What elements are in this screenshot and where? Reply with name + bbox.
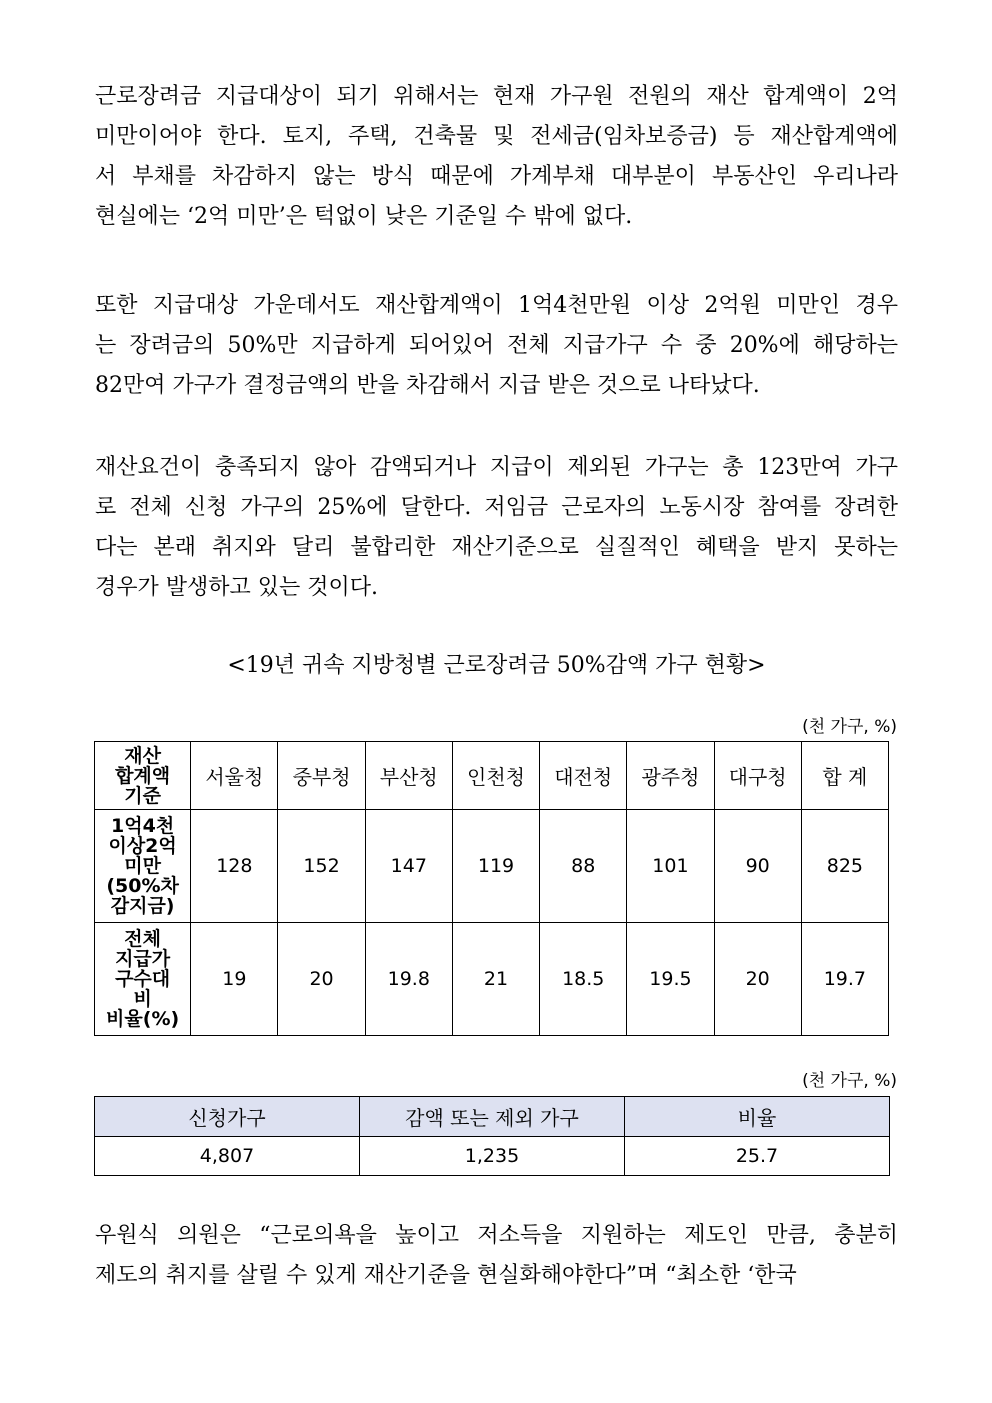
table-row: [95, 810, 889, 923]
table1-col-header: 인천청: [452, 742, 539, 810]
table2-unit: (천 가구, %): [802, 1071, 897, 1091]
table1-cell: 19.8: [365, 923, 452, 1036]
text-line: 우원식 의원은 “근로의욕을 높이고 저소득을 지원하는 제도인 만큼, 충분히: [95, 1223, 898, 1248]
applicant-summary-table: [94, 1096, 890, 1176]
table1-cell: 119: [452, 810, 539, 923]
table1-cell: 19: [191, 923, 278, 1036]
table-caption: <19년 귀속 지방청별 근로장려금 50%감액 가구 현황>: [227, 653, 766, 678]
table2-cell: 1,235: [360, 1137, 625, 1176]
text-line: 현실에는 ‘2억 미만’은 턱없이 낮은 기준일 수 밖에 없다.: [95, 204, 633, 229]
table1-cell: 90: [714, 810, 801, 923]
regional-reduction-table: [94, 741, 889, 1036]
table1-cell: 152: [278, 810, 365, 923]
text-line: 재산요건이 충족되지 않아 감액되거나 지급이 제외된 가구는 총 123만여 가구: [95, 455, 898, 480]
text-line: 제도의 취지를 살릴 수 있게 재산기준을 현실화해야한다”며 “최소한 ‘한국: [95, 1263, 797, 1288]
paragraph-lawmaker-quote: [95, 1216, 898, 1296]
table1-cell: 128: [191, 810, 278, 923]
table-row: [95, 1137, 890, 1176]
text-line: 다는 본래 취지와 달리 불합리한 재산기준으로 실질적인 혜택을 받지 못하는: [95, 535, 898, 560]
text-line: 서 부채를 차감하지 않는 방식 때문에 가계부채 대부분이 부동산인 우리나라: [95, 164, 898, 189]
table2-col-header: 감액 또는 제외 가구: [360, 1097, 625, 1137]
table1-col-header: 광주청: [627, 742, 714, 810]
table1-cell: 20: [714, 923, 801, 1036]
table1-col-header: 서울청: [191, 742, 278, 810]
table1-row-label: 1억4천 이상2억 미만 (50%차 감지금): [95, 810, 191, 923]
table1-cell: 147: [365, 810, 452, 923]
table1-cell: 101: [627, 810, 714, 923]
paragraph-excluded-households: [95, 448, 898, 608]
text-line: 로 전체 신청 가구의 25%에 달한다. 저임금 근로자의 노동시장 참여를 장려한: [95, 495, 898, 520]
table1-col-header: 대구청: [714, 742, 801, 810]
paragraph-eligibility: [95, 77, 898, 237]
table1-corner-header: 재산 합계액 기준: [95, 742, 191, 810]
table1-cell: 19.7: [801, 923, 888, 1036]
table2-col-header: 신청가구: [95, 1097, 360, 1137]
table2-col-header: 비율: [625, 1097, 890, 1137]
table2-cell: 4,807: [95, 1137, 360, 1176]
text-line: 근로장려금 지급대상이 되기 위해서는 현재 가구원 전원의 재산 합계액이 2억: [95, 84, 898, 109]
text-line: 미만이어야 한다. 토지, 주택, 건축물 및 전세금(임차보증금) 등 재산합계액에: [95, 124, 898, 149]
table1-cell: 20: [278, 923, 365, 1036]
table1-unit: (천 가구, %): [802, 717, 897, 737]
table2-cell: 25.7: [625, 1137, 890, 1176]
table1-cell: 825: [801, 810, 888, 923]
table1-cell: 88: [540, 810, 627, 923]
table1-col-header: 중부청: [278, 742, 365, 810]
table1-row-label: 전체 지급가 구수대 비 비율(%): [95, 923, 191, 1036]
table1-col-header: 대전청: [540, 742, 627, 810]
text-line: 또한 지급대상 가운데서도 재산합계액이 1억4천만원 이상 2억원 미만인 경우: [95, 293, 898, 318]
table1-cell: 21: [452, 923, 539, 1036]
table1-col-header: 합 계: [801, 742, 888, 810]
table1-cell: 18.5: [540, 923, 627, 1036]
table1-cell: 19.5: [627, 923, 714, 1036]
table-row: [95, 923, 889, 1036]
text-line: 는 장려금의 50%만 지급하게 되어있어 전체 지급가구 수 중 20%에 해당하는: [95, 333, 898, 358]
paragraph-half-payment: [95, 286, 898, 406]
table1-col-header: 부산청: [365, 742, 452, 810]
table2-header-row: [95, 1097, 890, 1137]
text-line: 경우가 발생하고 있는 것이다.: [95, 575, 378, 600]
text-line: 82만여 가구가 결정금액의 반을 차감해서 지급 받은 것으로 나타났다.: [95, 373, 760, 398]
table1-header-row: [95, 742, 889, 810]
